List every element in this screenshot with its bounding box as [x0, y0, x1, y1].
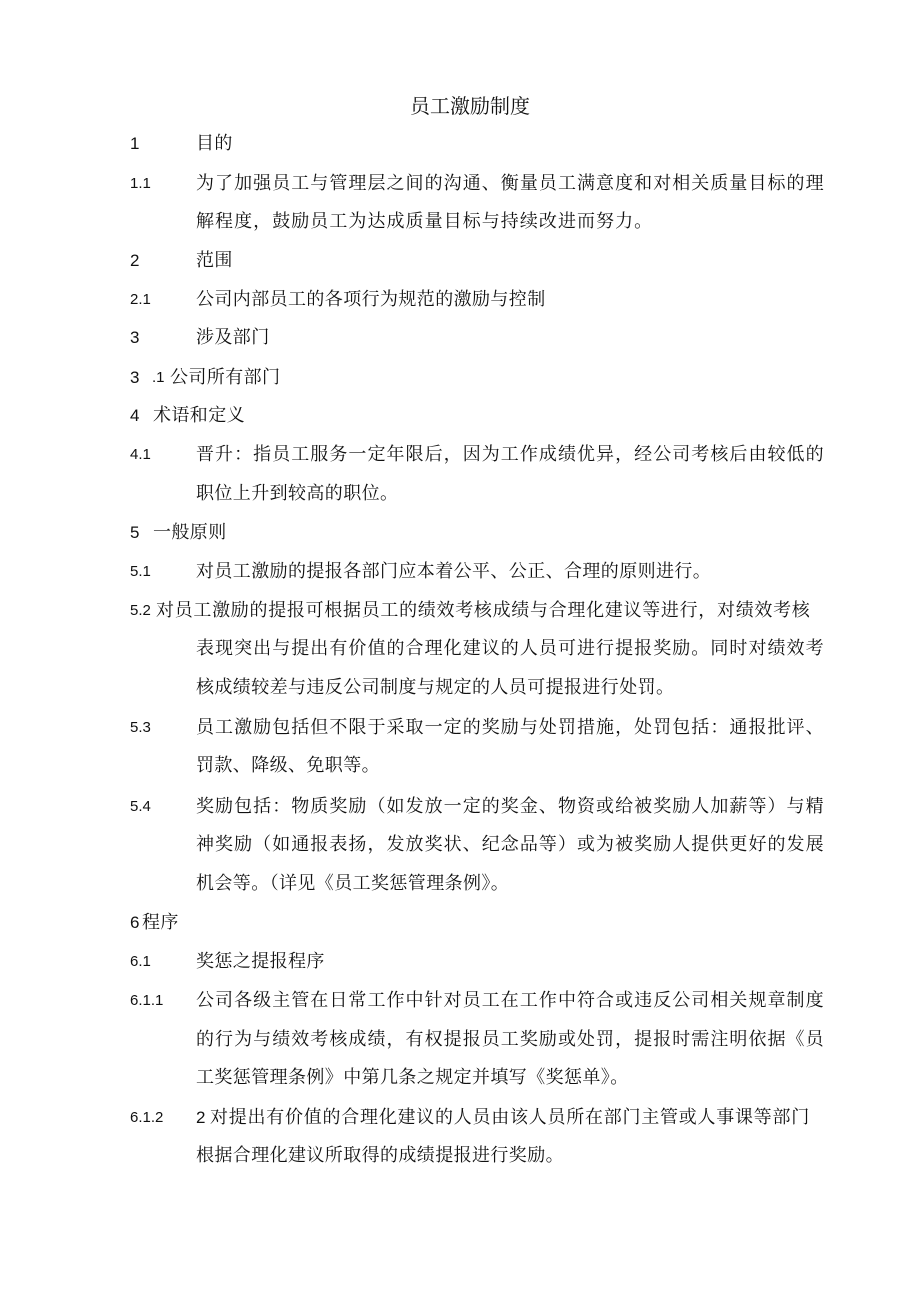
clause-number: 5.3: [130, 719, 151, 736]
clause-line: 神奖励（如通报表扬，发放奖状、纪念品等）或为被奖励人提供更好的发展: [196, 834, 825, 855]
clause-line: 奖励包括：物质奖励（如发放一定的奖金、物资或给被奖励人加薪等）与精: [196, 796, 825, 817]
clause-line: 公司各级主管在日常工作中针对员工在工作中符合或违反公司相关规章制度: [196, 990, 825, 1011]
section-title: 术语和定义: [153, 405, 245, 426]
clause-line: 职位上升到较高的职位。: [196, 483, 399, 504]
clause-number: 6.1.1: [130, 992, 164, 1009]
page-title: 员工激励制度: [410, 94, 530, 118]
section-number: 5: [130, 523, 140, 542]
clause-line: 的行为与绩效考核成绩，有权提报员工奖励或处罚，提报时需注明依据《员: [196, 1029, 825, 1050]
clause-number: 3: [130, 368, 140, 387]
clause-line: 晋升：指员工服务一定年限后，因为工作成绩优异，经公司考核后由较低的: [196, 444, 825, 465]
clause-number: 1.1: [130, 175, 151, 192]
clause-line: 机会等。（详见《员工奖惩管理条例》。: [196, 873, 510, 894]
clause-number: 6.1: [130, 953, 151, 970]
section-number: 1: [130, 134, 140, 153]
clause-line: 罚款、降级、免职等。: [196, 755, 380, 776]
clause-number: 5.4: [130, 798, 151, 815]
section-number: 4: [130, 406, 140, 425]
clause-line: 公司内部员工的各项行为规范的激励与控制: [196, 289, 546, 310]
section-title: 范围: [196, 250, 233, 271]
clause-line: 工奖惩管理条例》中第几条之规定并填写《奖惩单》。: [196, 1067, 629, 1088]
clause-line: 奖惩之提报程序: [196, 951, 325, 972]
clause-line: 为了加强员工与管理层之间的沟通、衡量员工满意度和对相关质量目标的理: [196, 173, 825, 194]
section-title: 程序: [142, 912, 179, 933]
clause-number: 5.2: [130, 602, 151, 619]
clause-line: 核成绩较差与违反公司制度与规定的人员可提报进行处罚。: [196, 677, 675, 698]
section-number: 3: [130, 328, 140, 347]
clause-number: 2.1: [130, 291, 151, 308]
section-title: 一般原则: [153, 522, 227, 543]
clause-line: 公司所有部门: [170, 367, 281, 388]
clause-line: 对员工激励的提报可根据员工的绩效考核成绩与合理化建议等进行，对绩效考核: [156, 600, 811, 621]
clause-line: 对员工激励的提报各部门应本着公平、公正、合理的原则进行。: [196, 561, 712, 582]
clause-line: 员工激励包括但不限于采取一定的奖励与处罚措施，处罚包括：通报批评、: [196, 717, 825, 738]
section-number: 2: [130, 251, 140, 270]
clause-number: 4.1: [130, 446, 151, 463]
clause-line: 解程度，鼓励员工为达成质量目标与持续改进而努力。: [196, 211, 654, 232]
clause-number: 5.1: [130, 563, 151, 580]
section-title: 涉及部门: [196, 327, 270, 348]
clause-line: 表现突出与提出有价值的合理化建议的人员可进行提报奖励。同时对绩效考: [196, 638, 825, 659]
clause-line: 对提出有价值的合理化建议的人员由该人员所在部门主管或人事课等部门: [210, 1107, 810, 1128]
clause-line: 根据合理化建议所取得的成绩提报进行奖励。: [196, 1145, 564, 1166]
section-title: 目的: [196, 133, 233, 154]
clause-subnumber: .1: [152, 369, 165, 386]
clause-prefix: 2: [196, 1108, 206, 1127]
clause-number: 6.1.2: [130, 1109, 164, 1126]
section-number: 6: [130, 913, 140, 932]
